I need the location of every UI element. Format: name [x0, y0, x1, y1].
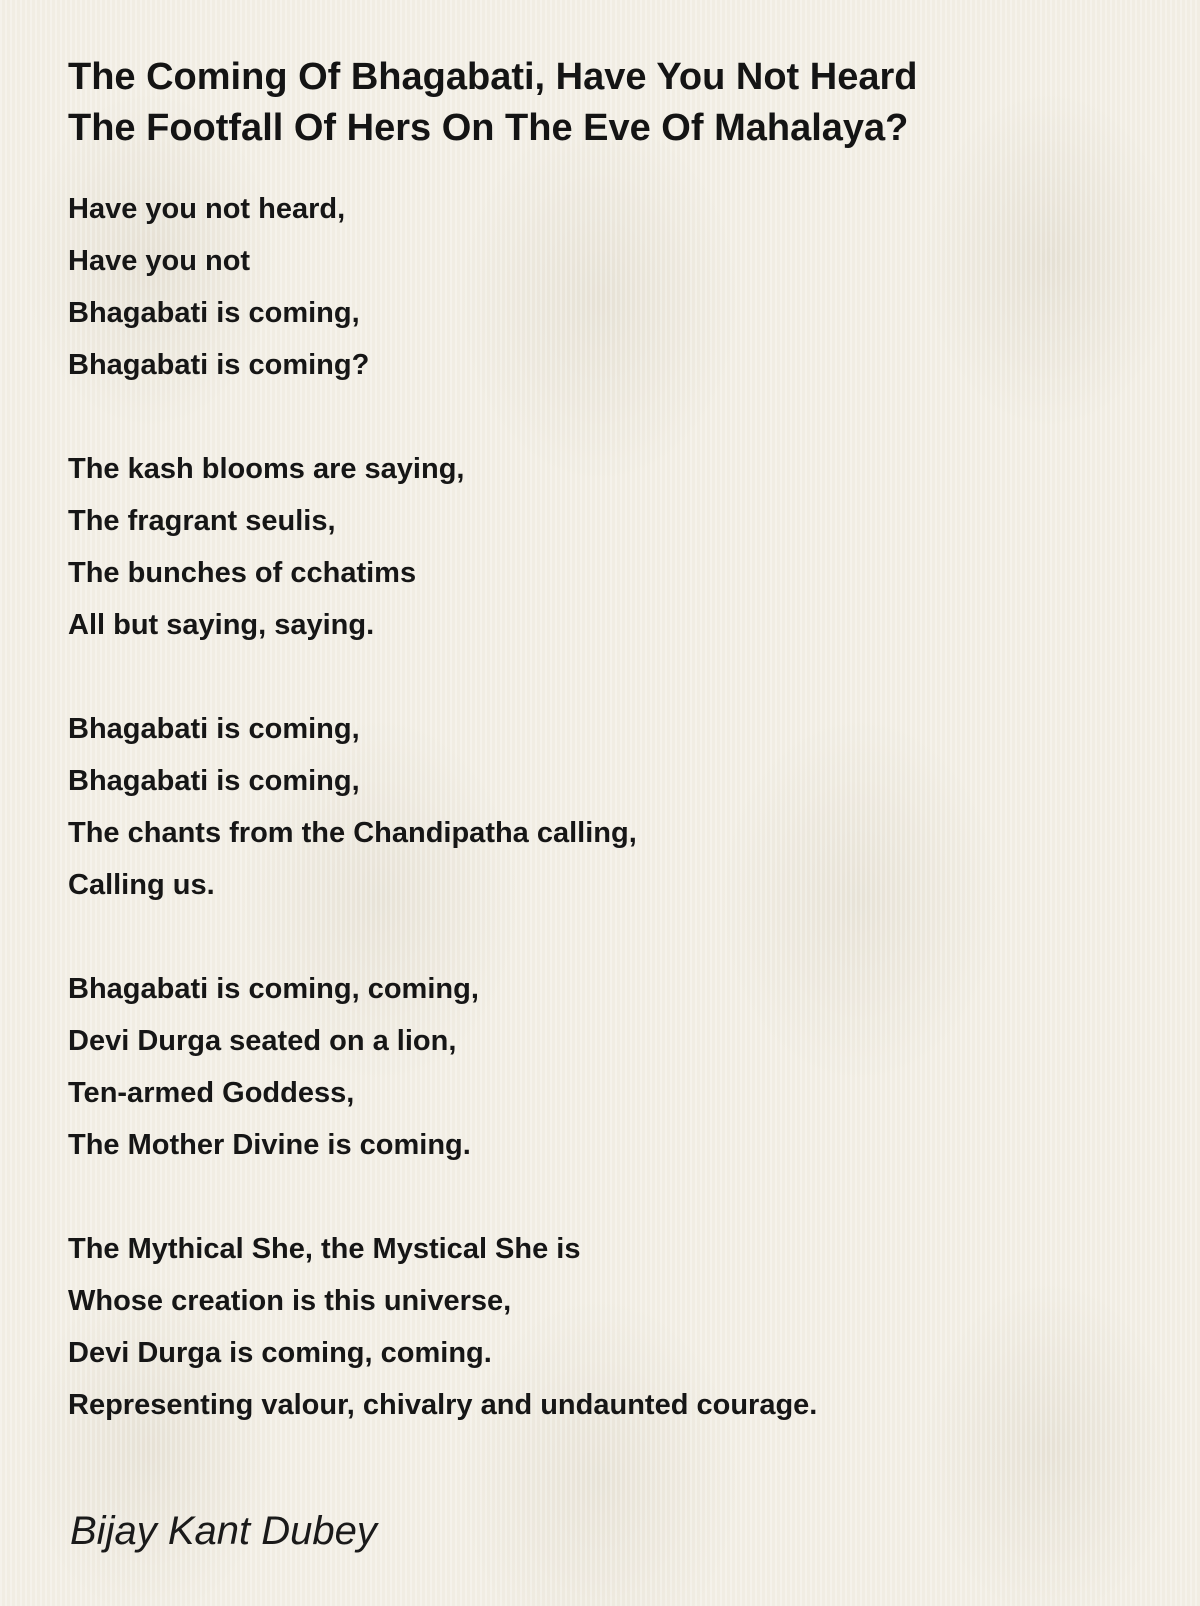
poem-line: The fragrant seulis,	[68, 505, 336, 537]
poem-line: Bhagabati is coming,	[68, 765, 360, 797]
poem-line: Devi Durga is coming, coming.	[68, 1337, 492, 1369]
poem-line: Bhagabati is coming,	[68, 297, 360, 329]
poem-line: Bhagabati is coming?	[68, 349, 370, 381]
poem-stanza	[68, 443, 1138, 651]
poem-title	[68, 52, 1138, 154]
poem-line: Bhagabati is coming, coming,	[68, 973, 479, 1005]
poem-stanza	[68, 703, 1138, 911]
poem-line: Have you not	[68, 245, 251, 277]
poem-line: Ten-armed Goddess,	[68, 1077, 355, 1109]
poem-title-line: The Footfall Of Hers On The Eve Of Mahalaya?	[68, 107, 909, 149]
poem-line: The Mother Divine is coming.	[68, 1129, 471, 1161]
poem-line: The kash blooms are saying,	[68, 453, 465, 485]
poem-line: Calling us.	[68, 869, 215, 901]
poem-line: Bhagabati is coming,	[68, 713, 360, 745]
poem-line: The chants from the Chandipatha calling,	[68, 817, 637, 849]
poem-title-line: The Coming Of Bhagabati, Have You Not Heard	[68, 56, 918, 98]
poem-line: All but saying, saying.	[68, 609, 375, 641]
poem-stanza	[68, 963, 1138, 1171]
poem-body	[68, 183, 1138, 1431]
poem-stanza	[68, 183, 1138, 391]
poem-card	[68, 52, 1138, 1483]
poem-author: Bijay Kant Dubey	[70, 1509, 377, 1553]
poem-line: Representing valour, chivalry and undaunted courage.	[68, 1389, 818, 1421]
poem-line: Have you not heard,	[68, 193, 346, 225]
poem-line: Devi Durga seated on a lion,	[68, 1025, 457, 1057]
poem-stanza	[68, 1223, 1138, 1431]
poem-line: The bunches of cchatims	[68, 557, 417, 589]
poem-line: The Mythical She, the Mystical She is	[68, 1233, 581, 1265]
poem-line: Whose creation is this universe,	[68, 1285, 512, 1317]
